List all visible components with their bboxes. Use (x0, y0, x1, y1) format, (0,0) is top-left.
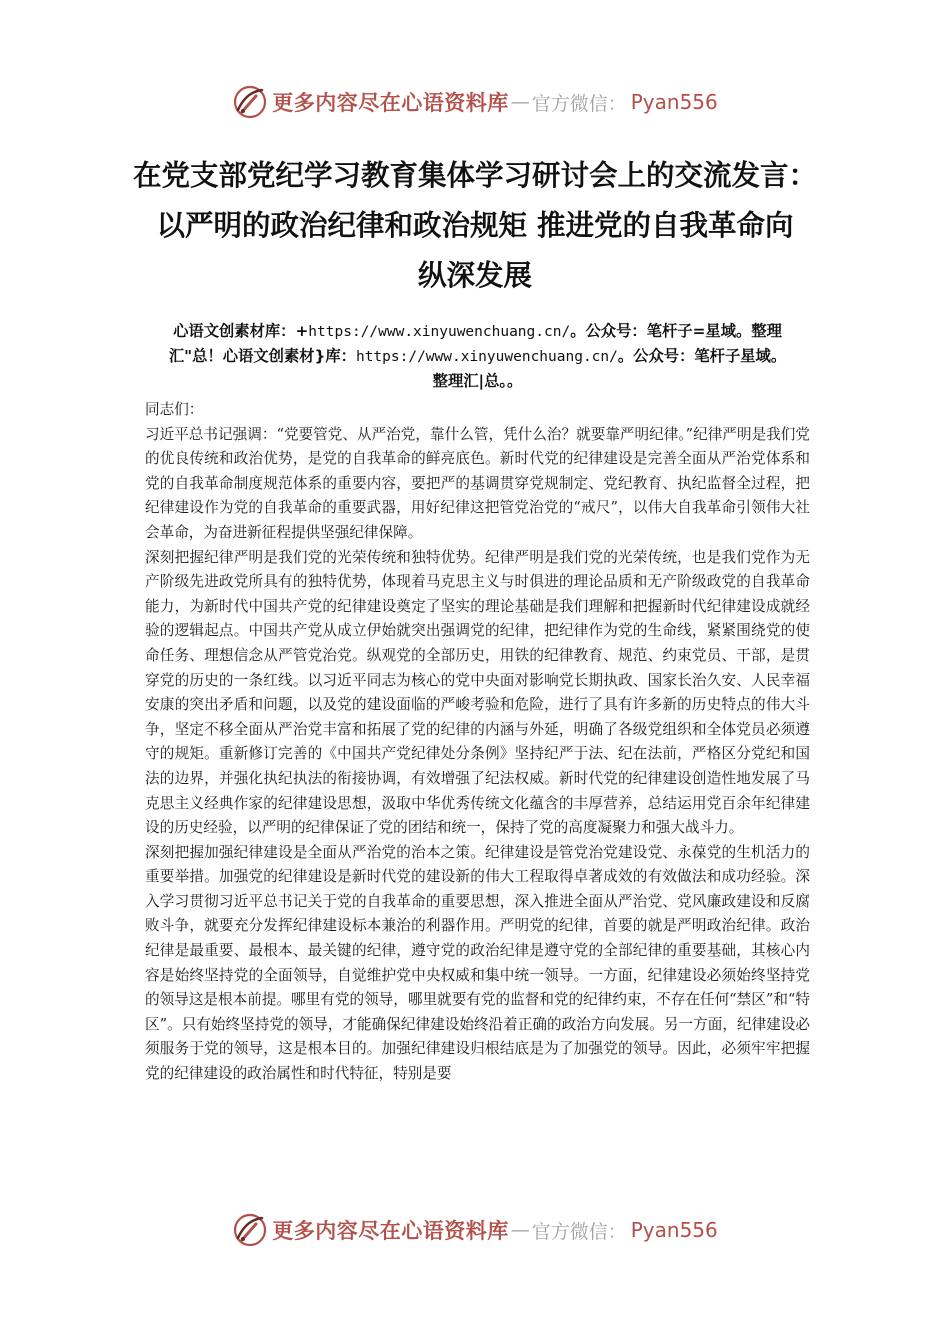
banner-wechat-id: Pyan556 (630, 1218, 718, 1242)
source-url-2[interactable]: https://www.xinyuwenchuang.cn/ (355, 349, 618, 365)
pen-circle-logo-icon (232, 84, 268, 120)
document-body (145, 398, 810, 1087)
banner-sub-text: 官方微信： (531, 1220, 627, 1243)
banner-dash: — (510, 1219, 530, 1241)
paragraph-3: 深刻把握加强纪律建设是全面从严治党的治本之策。纪律建设是管党治党建设党、永葆党的生机活力的重要举措。加强党的纪律建设是新时代党的建设新的伟大工程取得卓著成效的有效做法和成功经验。深入学习贯彻习近平总书记关于党的自我革命的重要思想，深入推进全面从严治党、党风廉政建设和反腐败斗争，就要充分发挥纪律建设标本兼治的利器作用。严明党的纪律，首要的就是严明政治纪律。政治纪律是最重要、最根本、最关键的纪律，遵守党的政治纪律是遵守党的全部纪律的重要基础，其核心内容是始终坚持党的全面领导，自觉维护党中央权威和集中统一领导。一方面，纪律建设必须始终坚持党的领导这是根本前提。哪里有党的领导，哪里就要有党的监督和党的纪律约束，不存在任何“禁区”和“特区”。只有始终坚持党的领导，才能确保纪律建设始终沿着正确的政治方向发展。另一方面，纪律建设必须服务于党的领导，这是根本目的。加强纪律建设归根结底是为了加强党的领导。因此，必须牢牢把握党的纪律建设的政治属性和时代特征，特别是要 (145, 843, 810, 1083)
banner-sub-text: 官方微信： (531, 92, 627, 115)
greeting: 同志们： (145, 401, 204, 418)
source-line-2 (145, 344, 810, 369)
source-line-1 (145, 319, 810, 344)
title-line-1: 在党支部党纪学习教育集体学习研讨会上的交流发言： (132, 158, 817, 192)
banner-dash: — (510, 91, 530, 113)
document-title (110, 150, 840, 300)
source-url-1[interactable]: https://www.xinyuwenchuang.cn/ (308, 324, 571, 340)
banner-main-text: 更多内容尽在心语资料库 (272, 90, 509, 115)
source-line-3: 整理汇|总。。 (432, 372, 523, 390)
banner-main-text: 更多内容尽在心语资料库 (272, 1218, 509, 1243)
paragraph-2: 深刻把握纪律严明是我们党的光荣传统和独特优势。纪律严明是我们党的光荣传统，也是我们党作为无产阶级先进政党所具有的独特优势，体现着马克思主义与时俱进的理论品质和无产阶级政党的自我革命能力，为新时代中国共产党的纪律建设奠定了坚实的理论基础是我们理解和把握新时代纪律建设成就经验的逻辑起点。中国共产党从成立伊始就突出强调党的纪律，把纪律作为党的生命线，紧紧围绕党的使命任务、理想信念从严管党治党。纵观党的全部历史，用铁的纪律教育、规范、约束党员、干部，是贯穿党的历史的一条红线。以习近平同志为核心的党中央面对影响党长期执政、国家长治久安、人民幸福安康的突出矛盾和问题，以及党的建设面临的严峻考验和危险，进行了具有许多新的历史特点的伟大斗争，坚定不移全面从严治党丰富和拓展了党的纪律的内涵与外延，明确了各级党组织和全体党员必须遵守的规矩。重新修订完善的《中国共产党纪律处分条例》坚持纪严于法、纪在法前，严格区分党纪和国法的边界，并强化执纪执法的衔接协调，有效增强了纪法权威。新时代党的纪律建设创造性地发展了马克思主义经典作家的纪律建设思想，汲取中华优秀传统文化蕴含的丰厚营养，总结运用党百余年纪律建设的历史经验，以严明的纪律保证了党的团结和统一，保持了党的高度凝聚力和强大战斗力。 (145, 548, 810, 837)
title-line-2: 以严明的政治纪律和政治规矩 推进党的自我革命向 (156, 208, 794, 242)
source-note (145, 319, 810, 393)
title-line-3: 纵深发展 (417, 258, 532, 292)
source-tail-2: 。公众号：笔杆子星域。 (617, 347, 787, 365)
footer-banner (0, 1210, 950, 1250)
source-tail-1: 。公众号：笔杆子=星域。整理 (570, 322, 782, 340)
paragraph-1: 习近平总书记强调：“党要管党、从严治党，靠什么管，凭什么治？就要靠严明纪律。”纪律严明是我们党的优良传统和政治优势，是党的自我革命的鲜亮底色。新时代党的纪律建设是完善全面从严治党体系和党的自我革命制度规范体系的重要内容，要把严的基调贯穿党规制定、党纪教育、执纪监督全过程，把纪律建设作为党的自我革命的重要武器，用好纪律这把管党治党的“戒尺”，以伟大自我革命引领伟大社会革命，为奋进新征程提供坚强纪律保障。 (145, 425, 810, 541)
header-banner (0, 82, 950, 122)
source-label-1: 心语文创素材库：+ (173, 322, 309, 340)
pen-circle-logo-icon (232, 1212, 268, 1248)
banner-wechat-id: Pyan556 (630, 90, 718, 114)
source-label-2: 汇"总！心语文创素材}库： (168, 347, 356, 365)
